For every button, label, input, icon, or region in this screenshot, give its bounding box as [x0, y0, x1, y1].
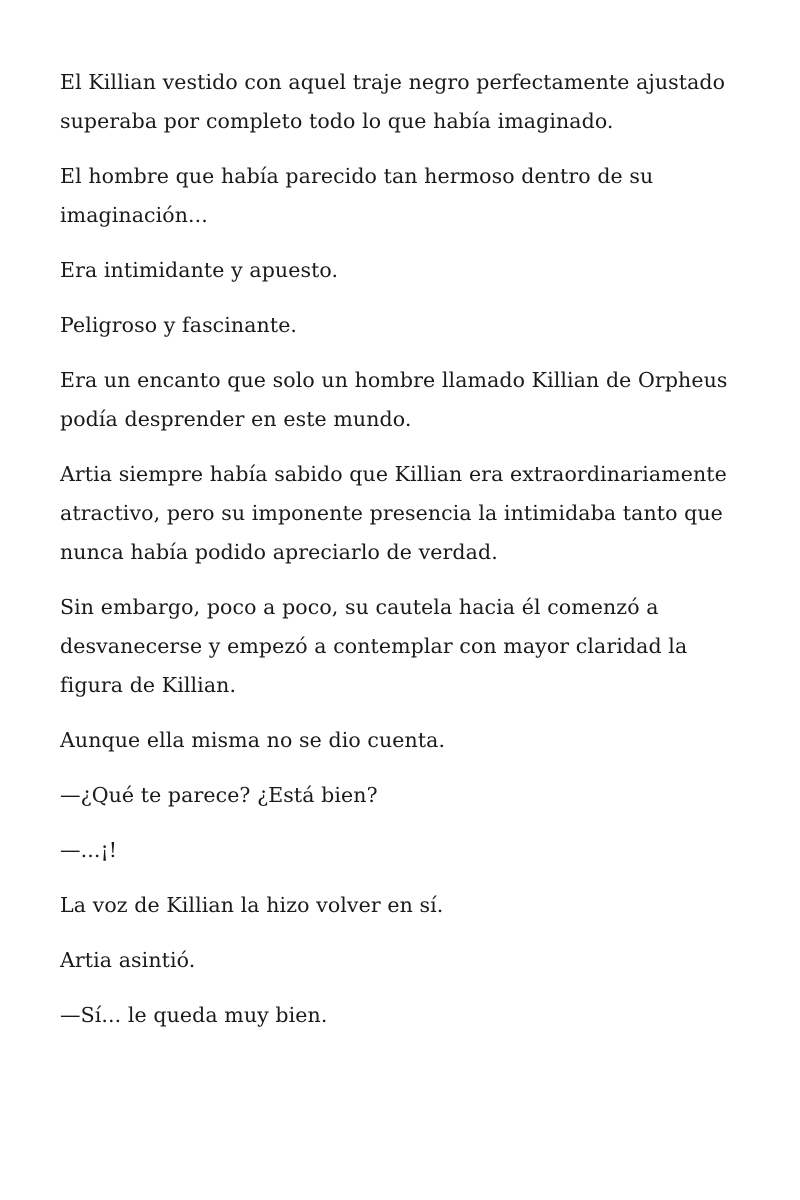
paragraph-4: Peligroso y fascinante.	[60, 313, 298, 337]
paragraph-11: La voz de Killian la hizo volver en sí.	[60, 893, 444, 917]
reading-page	[60, 63, 750, 1051]
dialogue-line-2: —...¡!	[60, 838, 118, 862]
paragraph-1: El Killian vestido con aquel traje negro perfectamente ajustado superaba por completo todo lo que había imaginado.	[60, 70, 726, 133]
dialogue-line-3: —Sí... le queda muy bien.	[60, 1003, 328, 1027]
paragraph-2: El hombre que había parecido tan hermoso dentro de su imaginación...	[60, 164, 654, 227]
dialogue-line-1: —¿Qué te parece? ¿Está bien?	[60, 783, 378, 807]
paragraph-12: Artia asintió.	[60, 948, 196, 972]
paragraph-6: Artia siempre había sabido que Killian era extraordinariamente atractivo, pero su imponente presencia la intimidaba tanto que nunca había podido apreciarlo de verdad.	[60, 462, 727, 564]
paragraph-5: Era un encanto que solo un hombre llamado Killian de Orpheus podía desprender en este mundo.	[60, 368, 728, 431]
paragraph-8: Aunque ella misma no se dio cuenta.	[60, 728, 446, 752]
paragraph-7: Sin embargo, poco a poco, su cautela hacia él comenzó a desvanecerse y empezó a contemplar con mayor claridad la figura de Killian.	[60, 595, 688, 697]
paragraph-3: Era intimidante y apuesto.	[60, 258, 339, 282]
